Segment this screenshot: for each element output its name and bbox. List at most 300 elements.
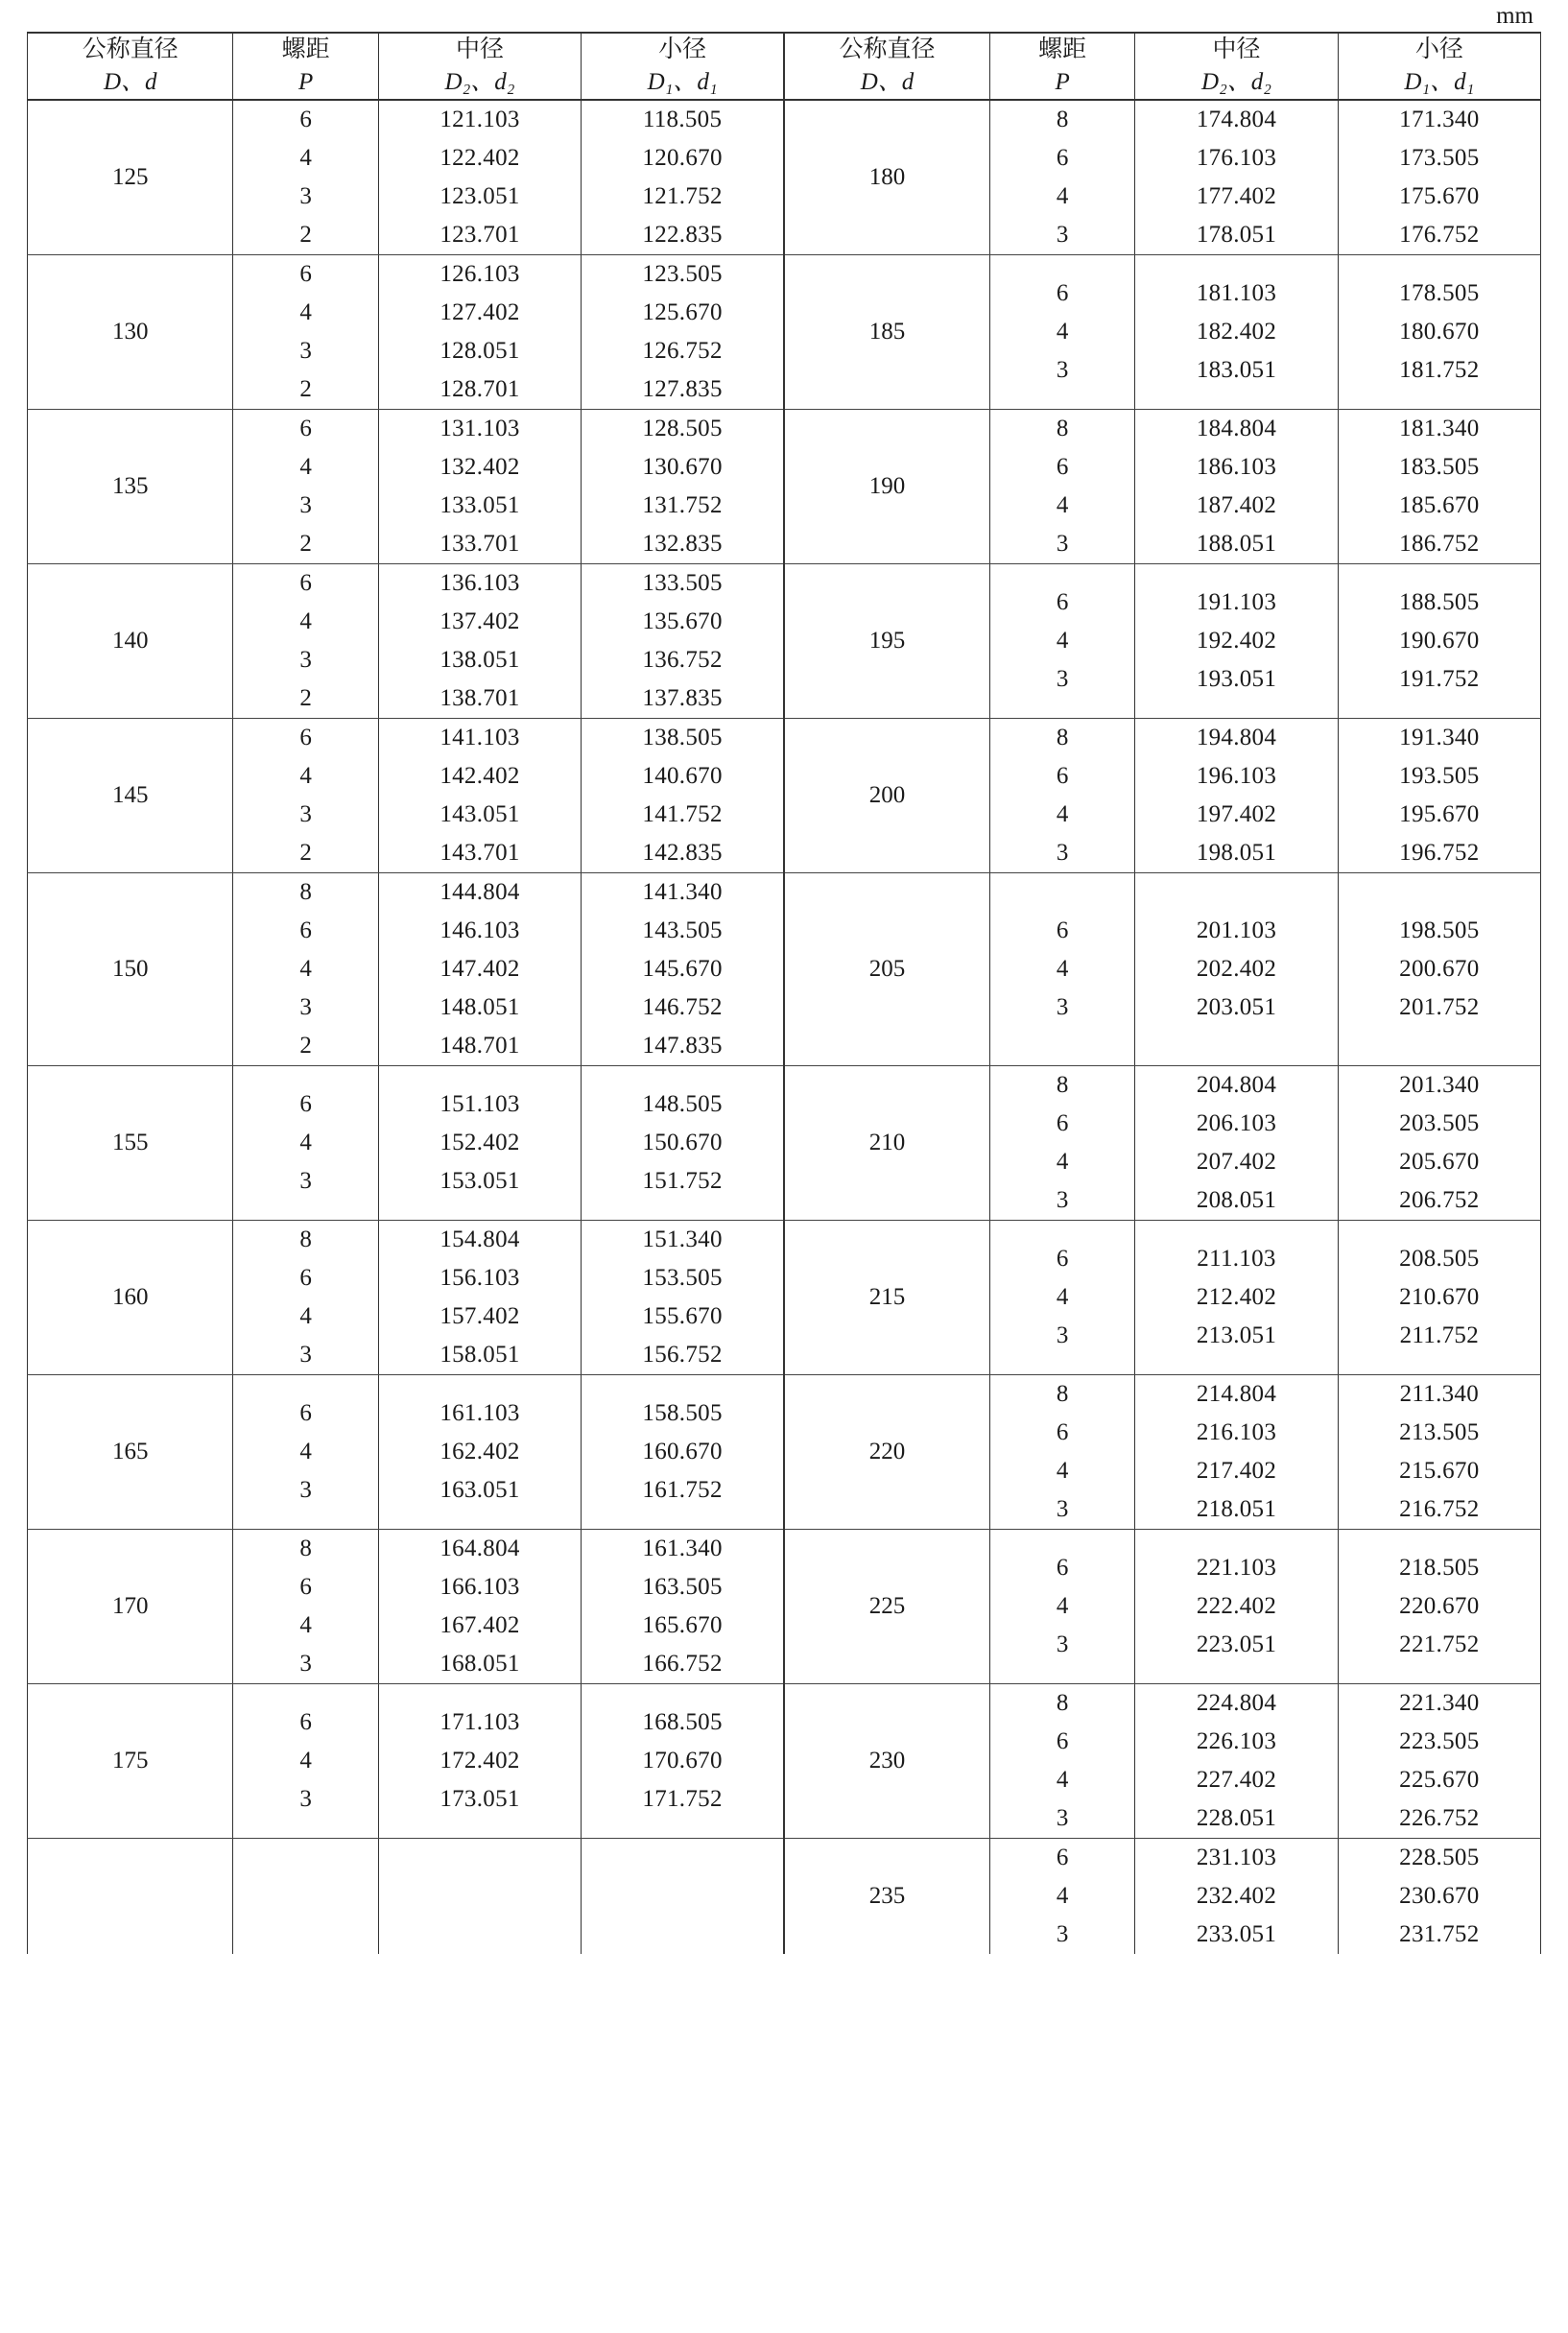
minor-diameter-value: 122.835 (642, 221, 723, 248)
nominal-diameter-cell: 185 (784, 254, 989, 409)
table-row (28, 1065, 1541, 1220)
mid-diameter-value: 138.051 (440, 646, 520, 673)
table-row (28, 254, 1541, 409)
table-row (28, 1374, 1541, 1529)
pitch-value: 6 (1056, 1418, 1069, 1445)
pitch-value: 3 (299, 337, 312, 364)
pitch-value: 8 (1056, 724, 1069, 750)
mid-diameter-value: 217.402 (1196, 1457, 1277, 1484)
minor-diameter-cell (1338, 1065, 1540, 1220)
mid-diameter-value: 183.051 (1196, 356, 1277, 383)
header-pitch-right (989, 33, 1134, 100)
minor-diameter-value: 145.670 (642, 955, 723, 982)
minor-diameter-value: 178.505 (1399, 279, 1480, 306)
mid-diameter-value: 191.103 (1196, 588, 1277, 615)
mid-diameter-value: 173.051 (440, 1785, 520, 1812)
mid-diameter-value: 202.402 (1196, 955, 1277, 982)
mid-diameter-value: 142.402 (440, 762, 520, 789)
pitch-value: 3 (1056, 993, 1069, 1020)
minor-diameter-value: 171.340 (1399, 106, 1480, 132)
mid-diameter-cell (378, 1374, 581, 1529)
mid-diameter-value: 231.103 (1196, 1844, 1277, 1870)
minor-diameter-value: 190.670 (1399, 627, 1480, 654)
mid-diameter-cell (378, 254, 581, 409)
nominal-diameter-cell: 180 (784, 100, 989, 255)
minor-diameter-cell (1338, 1683, 1540, 1838)
pitch-cell (989, 563, 1134, 718)
header-minor-diameter-right-text: 小径 (1414, 36, 1463, 62)
nominal-diameter-cell: 210 (784, 1065, 989, 1220)
pitch-cell (233, 1529, 378, 1683)
mid-diameter-value: 188.051 (1196, 530, 1277, 557)
mid-diameter-value: 226.103 (1196, 1727, 1277, 1754)
mid-diameter-value: 186.103 (1196, 453, 1277, 480)
mid-diameter-value: 132.402 (440, 453, 520, 480)
pitch-value: 2 (299, 839, 312, 866)
mid-diameter-cell (378, 1220, 581, 1374)
mid-diameter-value: 211.103 (1197, 1245, 1276, 1272)
minor-diameter-value: 216.752 (1399, 1495, 1480, 1522)
minor-diameter-value: 131.752 (642, 491, 723, 518)
pitch-value: 3 (299, 1167, 312, 1194)
mid-diameter-cell (1135, 1065, 1338, 1220)
pitch-value: 6 (1056, 588, 1069, 615)
minor-diameter-cell (582, 718, 784, 872)
pitch-value: 8 (299, 1535, 312, 1561)
mid-diameter-value: 224.804 (1196, 1689, 1277, 1716)
pitch-value: 2 (299, 221, 312, 248)
mid-diameter-value: 152.402 (440, 1129, 520, 1155)
minor-diameter-value: 210.670 (1399, 1283, 1480, 1310)
mid-diameter-value: 227.402 (1196, 1766, 1277, 1793)
pitch-value: 8 (1056, 1380, 1069, 1407)
minor-diameter-value: 132.835 (642, 530, 723, 557)
minor-diameter-value: 196.752 (1399, 839, 1480, 866)
mid-diameter-value: 184.804 (1196, 415, 1277, 441)
minor-diameter-value: 188.505 (1399, 588, 1480, 615)
table-row (28, 563, 1541, 718)
minor-diameter-value: 185.670 (1399, 491, 1480, 518)
mid-diameter-value: 181.103 (1196, 279, 1277, 306)
minor-diameter-cell (582, 1065, 784, 1220)
pitch-value: 4 (1056, 1766, 1069, 1793)
empty-cell (233, 1838, 378, 1954)
header-nominal-diameter-right (784, 33, 989, 100)
minor-diameter-value: 153.505 (642, 1264, 723, 1291)
mid-diameter-value: 218.051 (1196, 1495, 1277, 1522)
nominal-diameter-cell: 235 (784, 1838, 989, 1954)
table-row (28, 1220, 1541, 1374)
pitch-value: 6 (299, 1399, 312, 1426)
mid-diameter-value: 161.103 (440, 1399, 520, 1426)
pitch-value: 6 (1056, 1245, 1069, 1272)
table-row (28, 1529, 1541, 1683)
minor-diameter-value: 231.752 (1399, 1920, 1480, 1947)
mid-diameter-value: 126.103 (440, 260, 520, 287)
pitch-value: 4 (1056, 182, 1069, 209)
mid-diameter-value: 206.103 (1196, 1109, 1277, 1136)
minor-diameter-value: 158.505 (642, 1399, 723, 1426)
pitch-value: 3 (1056, 1631, 1069, 1657)
pitch-value: 8 (299, 1226, 312, 1252)
minor-diameter-value: 176.752 (1399, 221, 1480, 248)
mid-diameter-value: 216.103 (1196, 1418, 1277, 1445)
pitch-cell (989, 409, 1134, 563)
mid-diameter-value: 156.103 (440, 1264, 520, 1291)
pitch-cell (233, 718, 378, 872)
header-minor-diameter-left-sym: D₁、d₁ (647, 68, 718, 95)
minor-diameter-value: 200.670 (1399, 955, 1480, 982)
nominal-diameter-cell: 230 (784, 1683, 989, 1838)
minor-diameter-value: 211.340 (1399, 1380, 1480, 1407)
minor-diameter-value: 201.752 (1399, 993, 1480, 1020)
pitch-value: 4 (1056, 491, 1069, 518)
minor-diameter-value: 175.670 (1399, 182, 1480, 209)
pitch-value: 4 (299, 607, 312, 634)
mid-diameter-value: 178.051 (1196, 221, 1277, 248)
minor-diameter-value: 180.670 (1399, 318, 1480, 345)
pitch-value: 6 (299, 415, 312, 441)
minor-diameter-value: 193.505 (1399, 762, 1480, 789)
pitch-cell (989, 1220, 1134, 1374)
minor-diameter-value: 181.752 (1399, 356, 1480, 383)
minor-diameter-value: 215.670 (1399, 1457, 1480, 1484)
minor-diameter-cell (1338, 1529, 1540, 1683)
minor-diameter-value: 226.752 (1399, 1804, 1480, 1831)
header-mid-diameter-right (1135, 33, 1338, 100)
pitch-value: 4 (1056, 1457, 1069, 1484)
mid-diameter-value: 223.051 (1196, 1631, 1277, 1657)
mid-diameter-cell (378, 409, 581, 563)
pitch-value: 3 (1056, 356, 1069, 383)
mid-diameter-value: 198.051 (1196, 839, 1277, 866)
minor-diameter-value: 126.752 (642, 337, 723, 364)
mid-diameter-value: 141.103 (440, 724, 520, 750)
mid-diameter-value: 154.804 (440, 1226, 520, 1252)
minor-diameter-cell (1338, 1220, 1540, 1374)
pitch-value: 4 (299, 144, 312, 171)
pitch-value: 6 (1056, 453, 1069, 480)
mid-diameter-value: 164.804 (440, 1535, 520, 1561)
nominal-diameter-cell: 150 (28, 872, 233, 1065)
mid-diameter-value: 197.402 (1196, 800, 1277, 827)
minor-diameter-value: 137.835 (642, 684, 723, 711)
mid-diameter-value: 137.402 (440, 607, 520, 634)
pitch-value: 4 (1056, 1148, 1069, 1175)
mid-diameter-value: 153.051 (440, 1167, 520, 1194)
minor-diameter-value: 168.505 (642, 1708, 723, 1735)
mid-diameter-value: 123.051 (440, 182, 520, 209)
header-nominal-diameter-left (28, 33, 233, 100)
mid-diameter-cell (378, 100, 581, 255)
mid-diameter-value: 207.402 (1196, 1148, 1277, 1175)
table-row (28, 872, 1541, 1065)
minor-diameter-value: 146.752 (642, 993, 723, 1020)
header-nominal-diameter-left-text: 公称直径 (82, 36, 178, 62)
minor-diameter-cell (1338, 1374, 1540, 1529)
mid-diameter-value: 232.402 (1196, 1882, 1277, 1909)
nominal-diameter-cell: 215 (784, 1220, 989, 1374)
table-header (28, 33, 1541, 100)
minor-diameter-value: 138.505 (642, 724, 723, 750)
mid-diameter-cell (1135, 1220, 1338, 1374)
minor-diameter-value: 127.835 (642, 375, 723, 402)
mid-diameter-value: 158.051 (440, 1341, 520, 1368)
minor-diameter-value: 203.505 (1399, 1109, 1480, 1136)
mid-diameter-value: 146.103 (440, 917, 520, 943)
pitch-value: 3 (299, 1785, 312, 1812)
mid-diameter-value: 128.051 (440, 337, 520, 364)
header-nominal-diameter-left-sym: D、d (103, 68, 157, 95)
empty-cell (582, 1838, 784, 1954)
pitch-cell (989, 1065, 1134, 1220)
nominal-diameter-cell: 165 (28, 1374, 233, 1529)
mid-diameter-cell (1135, 100, 1338, 255)
mid-diameter-value: 133.701 (440, 530, 520, 557)
header-mid-diameter-right-sym: D₂、d₂ (1201, 68, 1271, 95)
minor-diameter-value: 181.340 (1399, 415, 1480, 441)
minor-diameter-value: 171.752 (642, 1785, 723, 1812)
table-row (28, 1683, 1541, 1838)
minor-diameter-value: 128.505 (642, 415, 723, 441)
header-pitch-left (233, 33, 378, 100)
empty-cell (378, 1838, 581, 1954)
mid-diameter-cell (1135, 1374, 1338, 1529)
header-mid-diameter-right-text: 中径 (1212, 36, 1261, 62)
mid-diameter-value: 196.103 (1196, 762, 1277, 789)
minor-diameter-cell (1338, 409, 1540, 563)
mid-diameter-value: 174.804 (1196, 106, 1277, 132)
minor-diameter-value: 220.670 (1399, 1592, 1480, 1619)
mid-diameter-value: 121.103 (440, 106, 520, 132)
mid-diameter-value: 147.402 (440, 955, 520, 982)
minor-diameter-value: 170.670 (642, 1747, 723, 1774)
pitch-value: 4 (299, 1129, 312, 1155)
minor-diameter-cell (1338, 872, 1540, 1065)
pitch-cell (233, 563, 378, 718)
minor-diameter-value: 121.752 (642, 182, 723, 209)
nominal-diameter-cell: 205 (784, 872, 989, 1065)
nominal-diameter-cell: 145 (28, 718, 233, 872)
pitch-cell (233, 1220, 378, 1374)
header-pitch-right-sym: P (1055, 68, 1070, 95)
minor-diameter-cell (582, 100, 784, 255)
mid-diameter-value: 221.103 (1196, 1554, 1277, 1581)
minor-diameter-value: 142.835 (642, 839, 723, 866)
minor-diameter-value: 163.505 (642, 1573, 723, 1600)
pitch-value: 3 (1056, 1804, 1069, 1831)
nominal-diameter-cell: 195 (784, 563, 989, 718)
mid-diameter-value: 138.701 (440, 684, 520, 711)
mid-diameter-cell (378, 872, 581, 1065)
header-pitch-right-text: 螺距 (1038, 36, 1087, 62)
pitch-value: 4 (1056, 318, 1069, 345)
mid-diameter-value: 204.804 (1196, 1071, 1277, 1098)
pitch-value: 3 (1056, 1186, 1069, 1213)
minor-diameter-value: 221.340 (1399, 1689, 1480, 1716)
pitch-value: 6 (1056, 279, 1069, 306)
minor-diameter-value: 123.505 (642, 260, 723, 287)
mid-diameter-value: 213.051 (1196, 1321, 1277, 1348)
pitch-value: 4 (299, 298, 312, 325)
minor-diameter-value: 155.670 (642, 1302, 723, 1329)
minor-diameter-value: 160.670 (642, 1438, 723, 1464)
pitch-value: 3 (299, 182, 312, 209)
thread-dimensions-table (27, 32, 1541, 1954)
pitch-value: 6 (299, 106, 312, 132)
pitch-cell (989, 100, 1134, 255)
pitch-value: 3 (1056, 1321, 1069, 1348)
header-pitch-left-sym: P (298, 68, 314, 95)
minor-diameter-value: 130.670 (642, 453, 723, 480)
minor-diameter-value: 125.670 (642, 298, 723, 325)
table-body (28, 100, 1541, 1954)
nominal-diameter-cell: 170 (28, 1529, 233, 1683)
pitch-value: 3 (299, 1476, 312, 1503)
mid-diameter-value: 166.103 (440, 1573, 520, 1600)
pitch-value: 4 (1056, 1882, 1069, 1909)
mid-diameter-value: 177.402 (1196, 182, 1277, 209)
nominal-diameter-cell: 130 (28, 254, 233, 409)
header-nominal-diameter-right-sym: D、d (860, 68, 915, 95)
mid-diameter-cell (1135, 563, 1338, 718)
pitch-cell (989, 872, 1134, 1065)
mid-diameter-cell (1135, 872, 1338, 1065)
header-pitch-left-text: 螺距 (281, 36, 330, 62)
mid-diameter-cell (1135, 409, 1338, 563)
mid-diameter-value: 143.051 (440, 800, 520, 827)
mid-diameter-value: 214.804 (1196, 1380, 1277, 1407)
pitch-cell (233, 1374, 378, 1529)
pitch-value: 3 (299, 800, 312, 827)
pitch-value: 3 (1056, 221, 1069, 248)
pitch-cell (233, 872, 378, 1065)
minor-diameter-cell (1338, 563, 1540, 718)
pitch-value: 8 (1056, 1689, 1069, 1716)
minor-diameter-value: 165.670 (642, 1611, 723, 1638)
nominal-diameter-cell: 140 (28, 563, 233, 718)
mid-diameter-value: 172.402 (440, 1747, 520, 1774)
mid-diameter-value: 127.402 (440, 298, 520, 325)
pitch-value: 3 (1056, 530, 1069, 557)
minor-diameter-value: 143.505 (642, 917, 723, 943)
mid-diameter-cell (378, 1683, 581, 1838)
pitch-value: 4 (299, 955, 312, 982)
pitch-value: 4 (299, 1302, 312, 1329)
pitch-value: 3 (1056, 665, 1069, 692)
minor-diameter-value: 166.752 (642, 1650, 723, 1677)
mid-diameter-value: 208.051 (1196, 1186, 1277, 1213)
pitch-value: 3 (1056, 839, 1069, 866)
pitch-cell (989, 1374, 1134, 1529)
pitch-cell (233, 100, 378, 255)
mid-diameter-cell (378, 1529, 581, 1683)
minor-diameter-value: 150.670 (642, 1129, 723, 1155)
nominal-diameter-cell: 160 (28, 1220, 233, 1374)
pitch-value: 4 (1056, 1592, 1069, 1619)
pitch-value: 3 (299, 1650, 312, 1677)
minor-diameter-value: 147.835 (642, 1032, 723, 1059)
pitch-value: 2 (299, 530, 312, 557)
pitch-value: 2 (299, 684, 312, 711)
pitch-value: 4 (299, 762, 312, 789)
minor-diameter-value: 213.505 (1399, 1418, 1480, 1445)
empty-cell (28, 1838, 233, 1954)
minor-diameter-cell (582, 1683, 784, 1838)
pitch-value: 8 (1056, 106, 1069, 132)
header-mid-diameter-left-sym: D₂、d₂ (444, 68, 515, 95)
mid-diameter-value: 162.402 (440, 1438, 520, 1464)
pitch-value: 4 (299, 1438, 312, 1464)
nominal-diameter-cell: 135 (28, 409, 233, 563)
pitch-value: 3 (1056, 1920, 1069, 1947)
minor-diameter-value: 183.505 (1399, 453, 1480, 480)
pitch-value: 6 (299, 260, 312, 287)
minor-diameter-cell (582, 254, 784, 409)
pitch-value: 6 (299, 1708, 312, 1735)
mid-diameter-value: 171.103 (440, 1708, 520, 1735)
pitch-value: 3 (299, 491, 312, 518)
nominal-diameter-cell: 155 (28, 1065, 233, 1220)
mid-diameter-value: 157.402 (440, 1302, 520, 1329)
pitch-cell (989, 718, 1134, 872)
pitch-cell (233, 1683, 378, 1838)
mid-diameter-cell (1135, 1529, 1338, 1683)
minor-diameter-value: 133.505 (642, 569, 723, 596)
mid-diameter-value: 203.051 (1196, 993, 1277, 1020)
pitch-value: 3 (299, 646, 312, 673)
minor-diameter-value: 191.752 (1399, 665, 1480, 692)
pitch-value: 3 (1056, 1495, 1069, 1522)
minor-diameter-value: 205.670 (1399, 1148, 1480, 1175)
minor-diameter-cell (582, 1220, 784, 1374)
pitch-value: 6 (1056, 144, 1069, 171)
minor-diameter-cell (1338, 100, 1540, 255)
minor-diameter-value: 195.670 (1399, 800, 1480, 827)
pitch-value: 4 (1056, 955, 1069, 982)
minor-diameter-cell (582, 409, 784, 563)
minor-diameter-value: 140.670 (642, 762, 723, 789)
mid-diameter-value: 233.051 (1196, 1920, 1277, 1947)
mid-diameter-value: 143.701 (440, 839, 520, 866)
mid-diameter-cell (1135, 254, 1338, 409)
header-mid-diameter-left-text: 中径 (456, 36, 505, 62)
minor-diameter-value: 201.340 (1399, 1071, 1480, 1098)
minor-diameter-value: 118.505 (642, 106, 723, 132)
pitch-value: 4 (299, 1747, 312, 1774)
mid-diameter-cell (1135, 718, 1338, 872)
mid-diameter-value: 148.051 (440, 993, 520, 1020)
mid-diameter-value: 151.103 (440, 1090, 520, 1117)
mid-diameter-value: 123.701 (440, 221, 520, 248)
pitch-value: 4 (299, 1611, 312, 1638)
nominal-diameter-cell: 190 (784, 409, 989, 563)
mid-diameter-cell (1135, 1838, 1338, 1954)
minor-diameter-value: 208.505 (1399, 1245, 1480, 1272)
nominal-diameter-cell: 125 (28, 100, 233, 255)
mid-diameter-value: 222.402 (1196, 1592, 1277, 1619)
minor-diameter-value: 211.752 (1399, 1321, 1480, 1348)
minor-diameter-value: 141.340 (642, 878, 723, 905)
minor-diameter-value: 120.670 (642, 144, 723, 171)
pitch-value: 3 (299, 1341, 312, 1368)
header-minor-diameter-left-text: 小径 (658, 36, 707, 62)
minor-diameter-value: 135.670 (642, 607, 723, 634)
header-minor-diameter-right (1338, 33, 1540, 100)
header-minor-diameter-right-sym: D₁、d₁ (1404, 68, 1475, 95)
pitch-cell (233, 409, 378, 563)
pitch-value: 6 (1056, 917, 1069, 943)
